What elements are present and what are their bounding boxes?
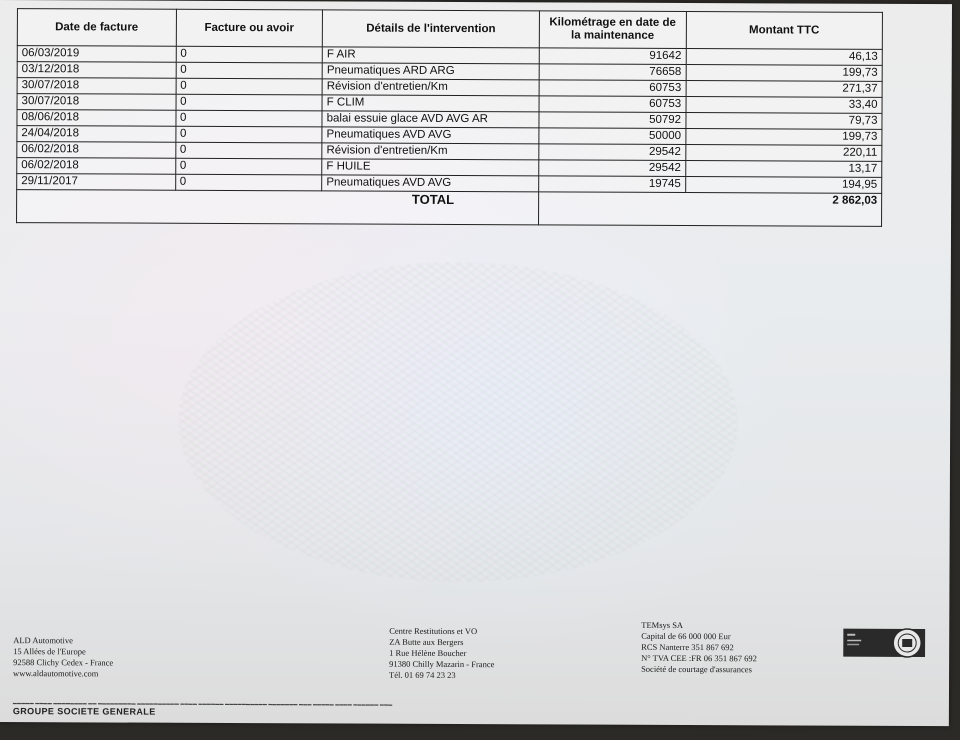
footer-line: N° TVA CEE :FR 06 351 867 692: [641, 652, 757, 664]
cell-type: 0: [176, 46, 323, 63]
cell-amount: 33,40: [686, 96, 882, 113]
cell-amount: 199,73: [685, 128, 881, 145]
header-km: Kilométrage en date de la maintenance: [539, 11, 686, 49]
cell-date: 03/12/2018: [17, 62, 176, 79]
cell-date: 06/02/2018: [17, 158, 176, 175]
footer-line: Capital de 66 000 000 Eur: [641, 630, 731, 642]
cell-km: 29542: [539, 160, 686, 177]
cell-date: 29/11/2017: [17, 174, 176, 191]
cell-date: 06/02/2018: [17, 142, 176, 159]
cell-amount: 220,11: [685, 144, 881, 161]
cell-amount: 79,73: [686, 112, 882, 129]
total-row: [17, 190, 882, 227]
cell-details: F CLIM: [322, 95, 539, 112]
cell-km: 50792: [539, 112, 686, 129]
cell-km: 19745: [539, 176, 686, 193]
cell-date: 30/07/2018: [17, 78, 176, 95]
group-name: GROUPE SOCIETE GENERALE: [12, 706, 156, 717]
cell-details: F HUILE: [322, 159, 539, 176]
footer-line: Société de courtage d'assurances: [641, 663, 752, 675]
screen-moire: [177, 261, 738, 583]
footer-line: 15 Allées de l'Europe: [13, 646, 86, 657]
header-details: Détails de l'intervention: [322, 10, 539, 48]
cell-details: balai essuie glace AVD AVG AR: [322, 111, 539, 128]
footer-centre-address: [389, 626, 495, 681]
cell-type: 0: [175, 126, 322, 143]
cell-details: Pneumatiques AVD AVG: [322, 127, 539, 144]
header-date: Date de facture: [17, 9, 176, 47]
cell-type: 0: [175, 142, 322, 159]
cell-km: 76658: [539, 64, 686, 81]
footer-line: ZA Butte aux Bergers: [389, 636, 464, 648]
cell-date: 30/07/2018: [17, 94, 176, 111]
legal-fine-print: ▬▬▬▬▬ ▬▬▬▬ ▬▬▬▬▬▬▬▬ ▬▬ ▬▬▬▬▬▬▬▬▬ ▬▬▬▬▬▬▬▬▬▬ ▬▬▬▬ ▬▬▬▬▬▬ ▬▬▬▬▬▬▬▬▬▬ ▬▬▬▬▬▬▬ ▬▬▬ ▬▬▬▬▬ ▬▬▬▬ ▬▬▬▬▬▬ ▬▬▬: [12, 700, 393, 707]
total-amount: 2 862,03: [538, 192, 881, 226]
header-amount: Montant TTC: [686, 11, 883, 49]
cell-type: 0: [176, 110, 323, 127]
footer-line: TEMsys SA: [641, 619, 684, 630]
cell-date: 24/04/2018: [17, 126, 176, 143]
cell-type: 0: [176, 62, 323, 79]
cell-date: 06/03/2019: [17, 46, 176, 63]
footer-line: Centre Restitutions et VO: [389, 625, 478, 637]
footer-temsys-info: [641, 620, 757, 676]
cell-type: 0: [176, 94, 323, 111]
cell-km: 60753: [539, 96, 686, 113]
total-label: TOTAL: [17, 190, 539, 225]
cell-amount: 46,13: [686, 48, 882, 65]
cell-details: Pneumatiques AVD AVG: [322, 175, 539, 192]
footer-line: ALD Automotive: [13, 635, 73, 646]
cell-type: 0: [175, 174, 322, 191]
cell-amount: 194,95: [685, 176, 881, 193]
cell-details: Révision d'entretien/Km: [322, 143, 539, 160]
table-header-row: [17, 9, 882, 50]
footer-line: 91380 Chilly Mazarin - France: [389, 658, 495, 670]
cell-km: 50000: [539, 128, 686, 145]
cell-amount: 271,37: [686, 80, 882, 97]
cell-type: 0: [175, 158, 322, 175]
cell-details: Révision d'entretien/Km: [322, 79, 539, 96]
footer-line: Tél. 01 69 74 23 23: [389, 669, 456, 680]
footer-line: www.aldautomotive.com: [13, 668, 99, 679]
cell-type: 0: [176, 78, 323, 95]
cell-amount: 13,17: [685, 160, 881, 177]
cell-km: 91642: [539, 48, 686, 65]
cell-km: 29542: [539, 144, 686, 161]
footer-ald-address: [13, 635, 113, 679]
cell-details: Pneumatiques ARD ARG: [322, 63, 539, 80]
footer-line: 92588 Clichy Cedex - France: [13, 657, 114, 668]
footer-line: RCS Nanterre 351 867 692: [641, 641, 734, 653]
bureau-veritas-certification-icon: [843, 626, 925, 660]
cell-km: 60753: [539, 80, 686, 97]
table-body: [17, 46, 883, 194]
cell-date: 08/06/2018: [17, 110, 176, 127]
cell-amount: 199,73: [686, 64, 882, 81]
header-type: Facture ou avoir: [176, 9, 323, 47]
cell-details: F AIR: [322, 47, 539, 64]
maintenance-table: [16, 8, 883, 227]
footer-line: 1 Rue Hélène Boucher: [389, 647, 467, 659]
